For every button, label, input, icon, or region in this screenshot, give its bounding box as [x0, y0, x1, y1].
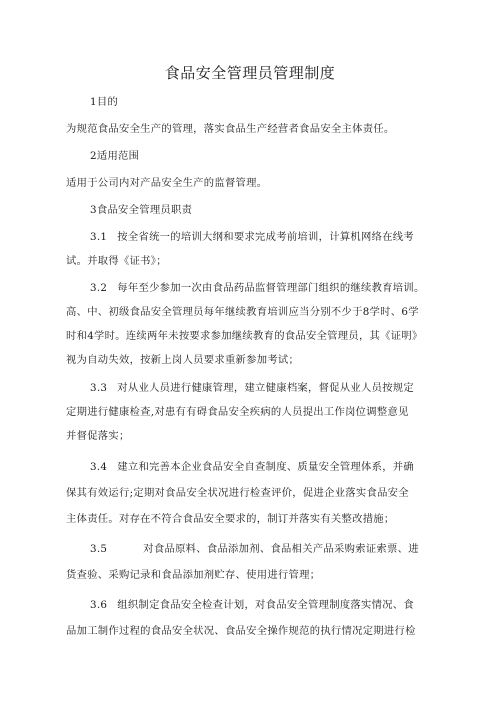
paragraph-3-6-line-1 [90, 598, 470, 612]
paragraph-3-2-line-4: 视为自动失效，按新上岗人员要求重新参加考试； [66, 354, 300, 366]
section-2-body: 适用于公司内对产品安全生产的监督管理。 [66, 177, 268, 189]
paragraph-3-1-line-2: 试。并取得《证书》； [66, 255, 167, 267]
paragraph-3-5-line-2: 货查验、采购记录和食品添加剂贮存、使用进行管理； [66, 569, 321, 581]
paragraph-text: 对食品原料、食品添加剂、食品相关产品采购索证索票、进 [143, 543, 419, 555]
section-1-heading: 1目的 [90, 96, 119, 108]
paragraph-number: 3.3 [90, 382, 108, 394]
paragraph-3-2-line-2: 高、中、初级食品安全管理员每年继续教育培训应当分别不少于8学时、6学 [66, 306, 419, 318]
paragraph-text: 每年至少参加一次由食品药品监督管理部门组织的继续教育培训。 [117, 282, 425, 294]
paragraph-number: 3.4 [90, 461, 108, 473]
paragraph-3-4-line-3: 主体责任。对存在不符合食品安全要求的，制订并落实有关整改措施； [66, 513, 395, 525]
paragraph-text: 对从业人员进行健康管理，建立健康档案，督促从业人员按规定 [117, 382, 414, 394]
paragraph-3-4-line-2: 保其有效运行;定期对食品安全状况进行检查评价，促进企业落实食品安全 [66, 487, 409, 499]
paragraph-text: 按全省统一的培训大纲和要求完成考前培训，计算机网络在线考 [117, 231, 414, 243]
paragraph-number: 3.2 [90, 282, 108, 294]
paragraph-text: 组织制定食品安全检查计划，对食品安全管理制度落实情况、食 [117, 599, 414, 611]
section-3-heading: 3食品安全管理员职责 [90, 204, 193, 216]
paragraph-3-1-line-1 [90, 230, 470, 244]
paragraph-3-2-line-1 [90, 281, 470, 295]
paragraph-3-5-line-1 [90, 542, 470, 556]
section-1-body: 为规范食品安全生产的管理，落实食品生产经营者食品安全主体责任。 [66, 123, 395, 135]
paragraph-number: 3.5 [90, 543, 108, 555]
paragraph-number: 3.1 [90, 231, 108, 243]
paragraph-3-3-line-1 [90, 381, 470, 395]
paragraph-number: 3.6 [90, 599, 108, 611]
paragraph-3-3-line-3: 并督促落实； [66, 430, 130, 442]
paragraph-3-3-line-2: 定期进行健康检查,对患有有碍食品安全疾病的人员提出工作岗位调整意见 [66, 406, 409, 418]
document-title: 食品安全管理员管理制度 [164, 64, 336, 82]
paragraph-3-6-line-2: 品加工制作过程的食品安全状况、食品安全操作规范的执行情况定期进行检 [66, 625, 416, 637]
paragraph-text: 建立和完善本企业食品安全自查制度、质量安全管理体系，并确 [117, 461, 414, 473]
paragraph-3-2-line-3: 时和4学时。连续两年未按要求参加继续教育的食品安全管理员，其《证明》 [66, 330, 423, 342]
paragraph-3-4-line-1 [90, 460, 470, 474]
section-2-heading: 2适用范围 [90, 150, 140, 162]
